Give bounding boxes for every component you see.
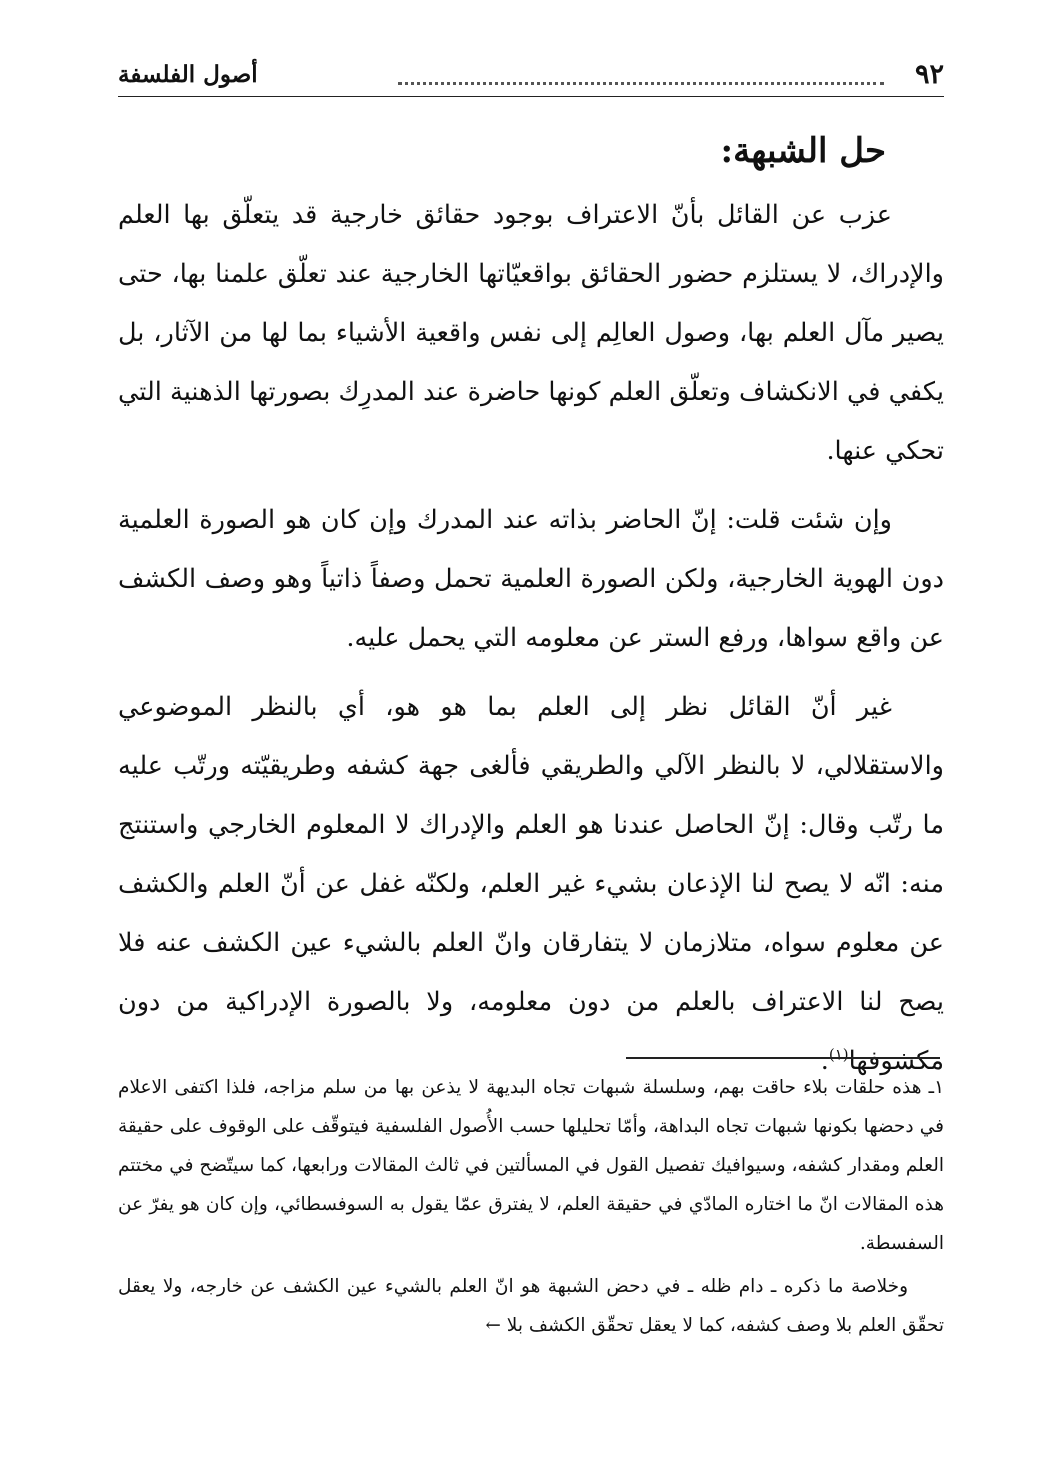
paragraph-3 bbox=[118, 678, 944, 1091]
footnote-1-text: هذه حلقات بلاء حاقت بهم، وسلسلة شبهات تجاه البديهة لا يذعن بها من سلم مزاجه، فلذا اكتفى الاعلام في دحضها بكونها شبهات تجاه البداهة، وأمّا تحليلها حسب الأُصول الفلسفية فيتوقّف على الوقوف على حقيقة العلم ومقدار كشفه، وسيوافيك تفصيل القول في المسألتين في ثالث المقالات ورابعها، كما سيتّضح في مختتم هذه المقالات انّ ما اختاره المادّي في حقيقة العلم، لا يفترق عمّا يقول به السوفسطائي، وإن كان هو يفرّ عن السفسطة. bbox=[118, 1077, 944, 1254]
footnotes bbox=[118, 1068, 944, 1349]
footnote-number: ١ـ bbox=[928, 1077, 944, 1098]
section-heading: حل الشبهة: bbox=[720, 131, 886, 171]
running-title: أصول الفلسفة bbox=[118, 60, 258, 88]
paragraph-1-text: عزب عن القائل بأنّ الاعتراف بوجود حقائق خارجية قد يتعلّق بها العلم والإدراك، لا يستلزم حضور الحقائق بواقعيّاتها الخارجية عند تعلّق علمنا بها، حتى يصير مآل العلم بها، وصول العالِم إلى نفس واقعية الأشياء بما لها من الآثار، بل يكفي في الانكشاف وتعلّق العلم كونها حاضرة عند المدرِك بصورتها الذهنية التي تحكي عنها. bbox=[118, 200, 944, 466]
paragraph-2-text: وإن شئت قلت: إنّ الحاضر بذاته عند المدرك وإن كان هو الصورة العلمية دون الهوية الخارجية، ولكن الصورة العلمية تحمل وصفاً ذاتياً وهو وصف الكشف عن واقع سواها، ورفع الستر عن معلومه التي يحمل عليه. bbox=[118, 505, 944, 653]
paragraph-1 bbox=[118, 186, 944, 481]
footnote-1-continuation bbox=[118, 1267, 944, 1345]
header-rule bbox=[118, 96, 944, 97]
header-dotted-leader bbox=[398, 82, 884, 85]
main-text bbox=[118, 124, 944, 1101]
footnote-separator bbox=[626, 1057, 940, 1059]
footnote-1 bbox=[118, 1068, 944, 1263]
footnote-1-continuation-text: وخلاصة ما ذكره ـ دام ظله ـ في دحض الشبهة هو انّ العلم بالشيء عين الكشف عن خارجه، ولا يعقل تحقّق العلم بلا وصف كشفه، كما لا يعقل تحقّق الكشف بلا bbox=[118, 1276, 944, 1336]
paragraph-2 bbox=[118, 491, 944, 668]
continue-arrow-icon: ← bbox=[485, 1315, 501, 1336]
running-header bbox=[118, 52, 944, 96]
footnote-reference: (١) bbox=[828, 1045, 849, 1064]
paragraph-3-end: . bbox=[820, 1046, 829, 1076]
page-number: ٩٢ bbox=[914, 58, 944, 90]
paragraph-3-text: غير أنّ القائل نظر إلى العلم بما هو هو، أي بالنظر الموضوعي والاستقلالي، لا بالنظر الآلي والطريقي فألغى جهة كشفه وطريقيّته ورتّب عليه ما رتّب وقال: إنّ الحاصل عندنا هو العلم والإدراك لا المعلوم الخارجي واستنتج منه: انّه لا يصح لنا الإذعان بشيء غير العلم، ولكنّه غفل عن أنّ العلم والكشف عن معلوم سواه، متلازمان لا يتفارقان وانّ العلم بالشيء عين الكشف عنه فلا يصح لنا الاعتراف بالعلم من دون معلومه، ولا بالصورة الإدراكية من دون مكشوفها bbox=[118, 692, 944, 1076]
